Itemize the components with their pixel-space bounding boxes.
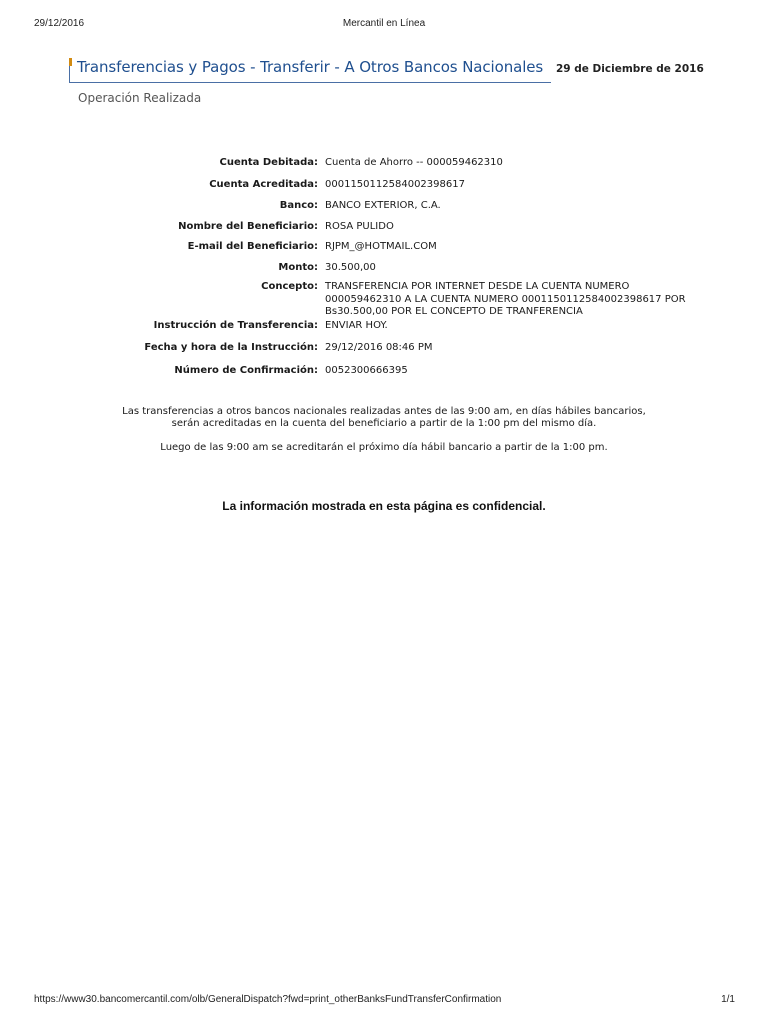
detail-label: Monto: <box>278 262 318 273</box>
detail-value: TRANSFERENCIA POR INTERNET DESDE LA CUENTA NUMERO 000059462310 A LA CUENTA NUMERO 00011501125840023986​17 POR Bs30.500,00 POR EL CONCEPTO DE TRANFERENCIA <box>325 281 686 317</box>
detail-row-instruction <box>0 320 768 342</box>
page-title: Transferencias y Pagos - Transferir - A Otros Bancos Nacionales <box>77 58 544 76</box>
print-header-date: 29/12/2016 <box>34 18 85 29</box>
detail-row-beneficiary-email <box>0 241 768 262</box>
detail-label: Nombre del Beneficiario: <box>178 221 318 232</box>
detail-label: Banco: <box>279 200 318 211</box>
detail-value: 29/12/2016 08:46 PM <box>325 342 433 353</box>
detail-row-bank <box>0 200 768 221</box>
confidential-notice: La información mostrada en esta página es confidencial. <box>222 499 546 513</box>
transfer-notes <box>0 406 768 454</box>
detail-value: RJPM_@HOTMAIL.COM <box>325 241 437 252</box>
operation-status: Operación Realizada <box>78 91 202 105</box>
note-line: serán acreditadas en la cuenta del beneficiario a partir de la 1:00 pm del mismo día. <box>171 418 597 429</box>
detail-value: 30.500,00 <box>325 262 376 273</box>
detail-label: Cuenta Debitada: <box>219 157 318 168</box>
title-bar <box>69 58 551 83</box>
detail-row-beneficiary-name <box>0 221 768 241</box>
detail-label: Cuenta Acreditada: <box>209 179 318 190</box>
detail-value: ROSA PULIDO <box>325 221 394 232</box>
detail-row-credit-account <box>0 179 768 200</box>
detail-row-confirmation-number <box>0 365 768 385</box>
transfer-details <box>0 157 768 385</box>
detail-label: Instrucción de Transferencia: <box>153 320 318 331</box>
print-footer-url: https://www30.bancomercantil.com/olb/GeneralDispatch?fwd=print_otherBanksFundTransferConfirmation <box>34 994 502 1005</box>
print-footer-page-number: 1/1 <box>721 994 735 1005</box>
note-line: Las transferencias a otros bancos nacionales realizadas antes de las 9:00 am, en días hábiles bancarios, <box>122 406 646 417</box>
detail-label: Número de Confirmación: <box>174 365 318 376</box>
note-line: Luego de las 9:00 am se acreditarán el próximo día hábil bancario a partir de la 1:00 pm. <box>160 442 608 453</box>
detail-value: 00011501125840023986​17 <box>325 179 465 190</box>
page-date: 29 de Diciembre de 2016 <box>556 63 704 75</box>
detail-row-debit-account <box>0 157 768 179</box>
detail-value: ENVIAR HOY. <box>325 320 388 331</box>
detail-row-amount <box>0 262 768 281</box>
detail-row-concept <box>0 281 768 320</box>
print-header-title: Mercantil en Línea <box>342 18 426 29</box>
detail-label: E-mail del Beneficiario: <box>187 241 318 252</box>
detail-value: BANCO EXTERIOR, C.A. <box>325 200 441 211</box>
detail-label: Concepto: <box>261 281 318 292</box>
detail-value: Cuenta de Ahorro -- 000059462310 <box>325 157 503 168</box>
title-accent-mark <box>69 58 72 66</box>
detail-label: Fecha y hora de la Instrucción: <box>144 342 318 353</box>
detail-value: 0052300666395 <box>325 365 408 376</box>
detail-row-instruction-datetime <box>0 342 768 365</box>
